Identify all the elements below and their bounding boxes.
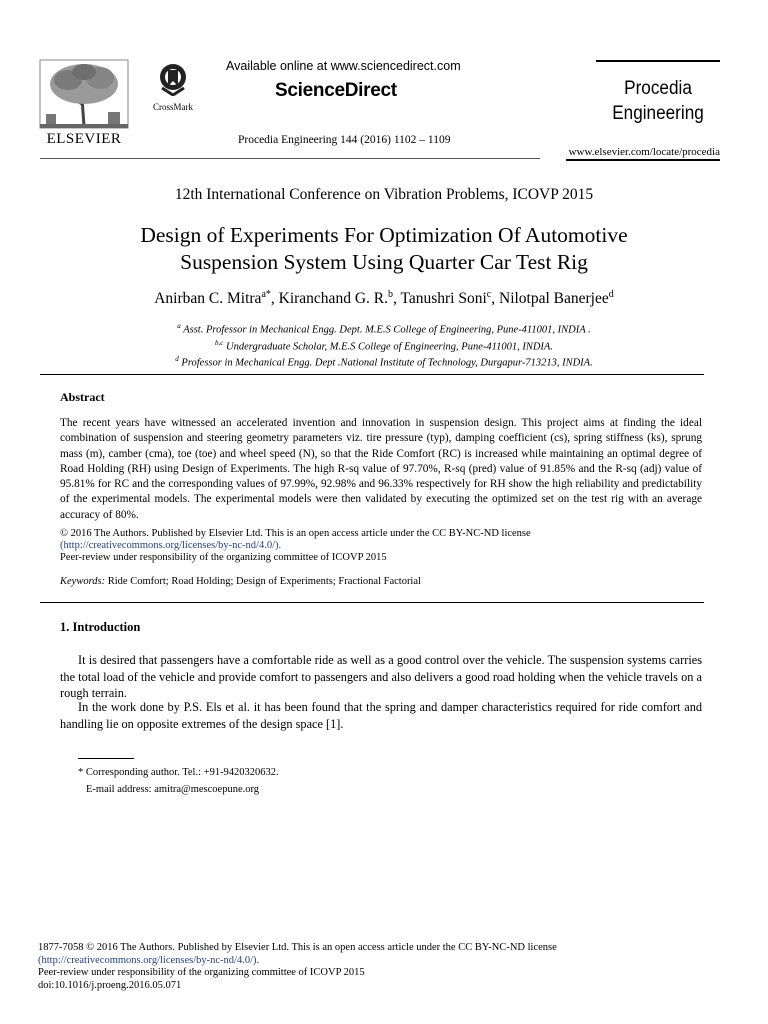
- affiliation: $^a$ Asst. Professor in Mechanical Engg. Dept. M.E.S College of Engineering, Pune-411001, INDIA .: [177, 322, 591, 336]
- journal-title-line2: Engineering: [612, 102, 704, 124]
- abstract-top-divider: [40, 374, 704, 375]
- peer-review-text: Peer-review under responsibility of the organizing committee of ICOVP 2015: [60, 552, 387, 564]
- page-footer: [38, 942, 718, 992]
- publisher-name: ELSEVIER: [46, 131, 122, 147]
- footnote-divider: [78, 758, 134, 759]
- footer-issn-license: 1877-7058 © 2016 The Authors. Published by Elsevier Ltd. This is an open access article under the CC BY-NC-ND license: [38, 942, 557, 953]
- journal-reference: Procedia Engineering 144 (2016) 1102 – 1109: [238, 134, 451, 146]
- available-online-text: Available online at www.sciencedirect.com: [226, 59, 461, 73]
- keywords-text: Ride Comfort; Road Holding; Design of Experiments; Fractional Factorial: [105, 576, 421, 587]
- affiliation: $^{b,c}$ Undergraduate Scholar, M.E.S College of Engineering, Pune-411001, INDIA.: [215, 338, 553, 352]
- intro-paragraph-2: In the work done by P.S. Els et al. it has been found that the spring and damper characteristics required for ride comfort and handling lie on opposite extremes of the design space [1].: [60, 700, 702, 731]
- footer-license-link[interactable]: (http://creativecommons.org/licenses/by-nc-nd/4.0/).: [38, 954, 260, 966]
- paper-title-line1: Design of Experiments For Optimization Of Automotive: [140, 223, 628, 247]
- license-link[interactable]: (http://creativecommons.org/licenses/by-nc-nd/4.0/).: [60, 540, 282, 552]
- header-divider-right: [566, 159, 720, 161]
- crossmark-icon: [158, 62, 188, 96]
- author: Nilotpal Banerjee$^d$: [499, 289, 614, 308]
- author: Tanushri Soni$^c$,: [400, 289, 499, 308]
- keywords-label: Keywords:: [60, 576, 106, 587]
- crossmark-label: CrossMark: [153, 102, 193, 112]
- sciencedirect-logo: ScienceDirect: [275, 80, 397, 101]
- author: Anirban C. Mitra$^{a*}$,: [154, 289, 279, 308]
- license-text: © 2016 The Authors. Published by Elsevier Ltd. This is an open access article under the CC BY-NC-ND license: [60, 528, 531, 539]
- license-notice: [60, 528, 700, 565]
- intro-paragraph-1: It is desired that passengers have a comfortable ride as well as a good control over the vehicle. The suspension systems carries the total load of the vehicle and provide comfort to passengers and also delivers a good road holding when the vehicle travels on a rough terrain.: [60, 653, 702, 700]
- affiliation: $^d$ Professor in Mechanical Engg. Dept .National Institute of Technology, Durgapur-713213, INDIA.: [175, 355, 593, 369]
- footer-peer-review: Peer-review under responsibility of the organizing committee of ICOVP 2015: [38, 967, 365, 979]
- author: Kiranchand G. R.$^b$,: [278, 289, 401, 308]
- footer-doi[interactable]: doi:10.1016/j.proeng.2016.05.071: [38, 979, 182, 991]
- affiliation-list: [0, 320, 768, 370]
- keywords: [60, 576, 421, 587]
- header-divider-left: [40, 158, 540, 159]
- journal-url-link[interactable]: www.elsevier.com/locate/procedia: [568, 146, 720, 158]
- crossmark-badge[interactable]: [150, 62, 196, 112]
- abstract-heading: Abstract: [60, 390, 105, 404]
- author-list: [0, 289, 768, 308]
- journal-title-block: [596, 60, 720, 126]
- abstract-body: The recent years have witnessed an accelerated invention and innovation in suspension design. This project aims at finding the ideal combination of suspension and steering geometry parameters viz. tire pressure (typ), damping coefficient (cs), spring stiffness (ks), sprung mass (m), camber (cma), toe (toe) and wheel speed (N), so that the Ride Comfort (RC) is increased while maintaining an optimal degree of Road Holding (RH) using Design of Experiments. The high R-sq value of 97.70%, R-sq (pred) value of 91.85% and the R-sq (adj) value of 95.81% for RC and the corresponding values of 97.99%, 92.98% and 96.33% respectively for RH show the high reliability and predictability of the experimental models. The experimental models were then validated by executing the optimized set on the test rig with an average accuracy of 80%.: [60, 417, 702, 521]
- conference-name: 12th International Conference on Vibration Problems, ICOVP 2015: [174, 186, 594, 203]
- abstract-bottom-divider: [40, 602, 704, 603]
- section-heading-introduction: 1. Introduction: [60, 620, 141, 634]
- paper-title: [0, 222, 768, 276]
- corresponding-author-note: * Corresponding author. Tel.: +91-9420320632.: [78, 767, 279, 778]
- paper-title-line2: Suspension System Using Quarter Car Test Rig: [180, 250, 588, 274]
- journal-title-line1: Procedia: [624, 77, 692, 99]
- email-address: E-mail address: amitra@mescoepune.org: [86, 784, 260, 795]
